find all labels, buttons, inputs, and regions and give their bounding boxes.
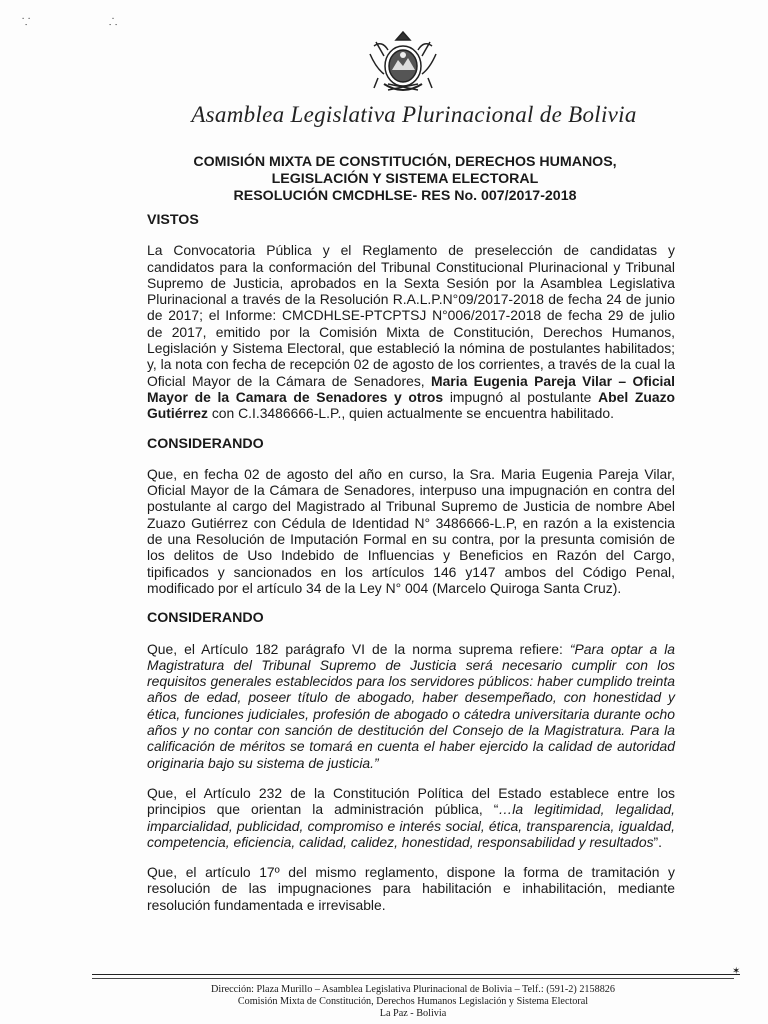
article-232-close: ”.: [653, 833, 663, 850]
article-182-intro: Que, el Artículo 182 parágrafo VI de la norma suprema refiere:: [147, 640, 570, 657]
title-line-1: COMISIÓN MIXTA DE CONSTITUCIÓN, DERECHOS HUMANOS,: [193, 154, 617, 170]
vistos-text-c: impugnó al postulante: [443, 388, 599, 405]
vistos-paragraph: [147, 242, 675, 421]
footer-commission: Comisión Mixta de Constitución, Derechos Humanos Legislación y Sistema Electoral: [237, 996, 589, 1007]
document-title: [150, 154, 660, 205]
bolivia-coat-of-arms-icon: [366, 28, 440, 100]
vistos-text-e: con C.I.3486666-L.P., quien actualmente se encuentra habilitado.: [207, 405, 614, 422]
institution-name: Asamblea Legislativa Plurinacional de Bolivia: [191, 102, 637, 127]
article-232-paragraph: [147, 785, 675, 850]
scan-corner-marks: ⸪ ⸫: [22, 17, 156, 28]
title-line-2: LEGISLACIÓN Y SISTEMA ELECTORAL: [271, 171, 539, 187]
considerando-heading-1: CONSIDERANDO: [147, 435, 264, 452]
footer-divider-bottom: [92, 978, 734, 979]
vistos-heading: VISTOS: [147, 212, 199, 228]
vistos-text-d: Abel Zuazo Gutiérrez: [147, 388, 676, 422]
considerando-1-paragraph: Que, en fecha 02 de agosto del año en curso, la Sra. Maria Eugenia Pareja Vilar, Oficial Mayor de la Cámara de Senadores, interpuso una impugnación en contra del postulante al cargo del Magistrado al Tribunal Supremo de Justicia de nombre Abel Zuazo Gutiérrez con Cédula de Identidad N° 3486666-L.P, en razón a la existencia de una Resolución de Imputación Formal en su contra, por la presunta comisión de los delitos de Uso Indebido de Influencias y Beneficios en Razón del Cargo, tipificados y sancionados en los artículos 146 y147 ambos del Código Penal, modificado por el artículo 34 de la Ley N° 004 (Marcelo Quiroga Santa Cruz).: [147, 465, 675, 596]
considerando-heading-2: CONSIDERANDO: [147, 610, 264, 627]
footer-city: La Paz - Bolivia: [379, 1008, 447, 1019]
footer-address: Dirección: Plaza Murillo – Asamblea Legislativa Plurinacional de Bolivia – Telf.: (591-2) 2158826: [211, 984, 615, 995]
article-232-quote: …la legitimidad, legalidad, imparcialidad, publicidad, compromiso e interés social, ética, transparencia, igualdad, competencia, eficiencia, calidad, calidez, honestidad, responsabilidad y resultados: [147, 801, 675, 850]
article-17-paragraph: Que, el artículo 17º del mismo reglamento, dispone la forma de tramitación y resolución de las impugnaciones para habilitación e inhabilitación, mediante resolución fundamentada e irrevisable.: [147, 864, 675, 913]
vistos-text-a: La Convocatoria Pública y el Reglamento de preselección de candidatas y candidatos para la conformación del Tribunal Constitucional Plurinacional y Tribunal Supremo de Justicia, aprobados en la Sexta Sesión por la Asamblea Legislativa Plurinacional a través de la Resolución R.A.L.P.N°09/2017-2018 de fecha 24 de junio de 2017; el Informe: CMCDHLSE-PTCPTSJ N°006/2017-2018 de fecha 29 de julio de 2017, emitido por la Comisión Mixta de Constitución, Derechos Humanos, Legislación y Sistema Electoral, que estableció la nómina de postulantes habilitados; y, la nota con fecha de recepción 02 de agosto de los corrientes, a través de la cual la Oficial Mayor de la Cámara de Senadores,: [147, 242, 675, 389]
document-body: [147, 212, 675, 927]
title-line-3: RESOLUCIÓN CMCDHLSE- RES No. 007/2017-2018: [233, 188, 577, 204]
footer-divider-top: [92, 974, 740, 975]
vistos-text-b: Maria Eugenia Pareja Vilar – Oficial Mayor de la Camara de Senadores y otros: [147, 372, 675, 405]
article-232-intro: Que, el Artículo 232 de la Constitución Política del Estado establece entre los principios que orientan la administración pública, “: [147, 784, 675, 818]
article-182-quote: “Para optar a la Magistratura del Tribunal Supremo de Justicia será necesario cumplir con los requisitos generales establecidos para los servidores públicos: haber cumplido treinta años de edad, poseer título de abogado, haber desempeñado, con honestidad y ética, funciones judiciales, profesión de abogado o cátedra universitaria durante ocho años y no contar con sanción de destitución del Consejo de la Magistratura. Para la calificación de méritos se tomará en cuenta el haber ejercido la calidad de autoridad originaria bajo su sistema de justicia.”: [147, 640, 676, 771]
article-182-paragraph: [147, 641, 675, 771]
footer: [92, 984, 734, 1020]
footer-star-icon: ✶: [732, 966, 741, 977]
